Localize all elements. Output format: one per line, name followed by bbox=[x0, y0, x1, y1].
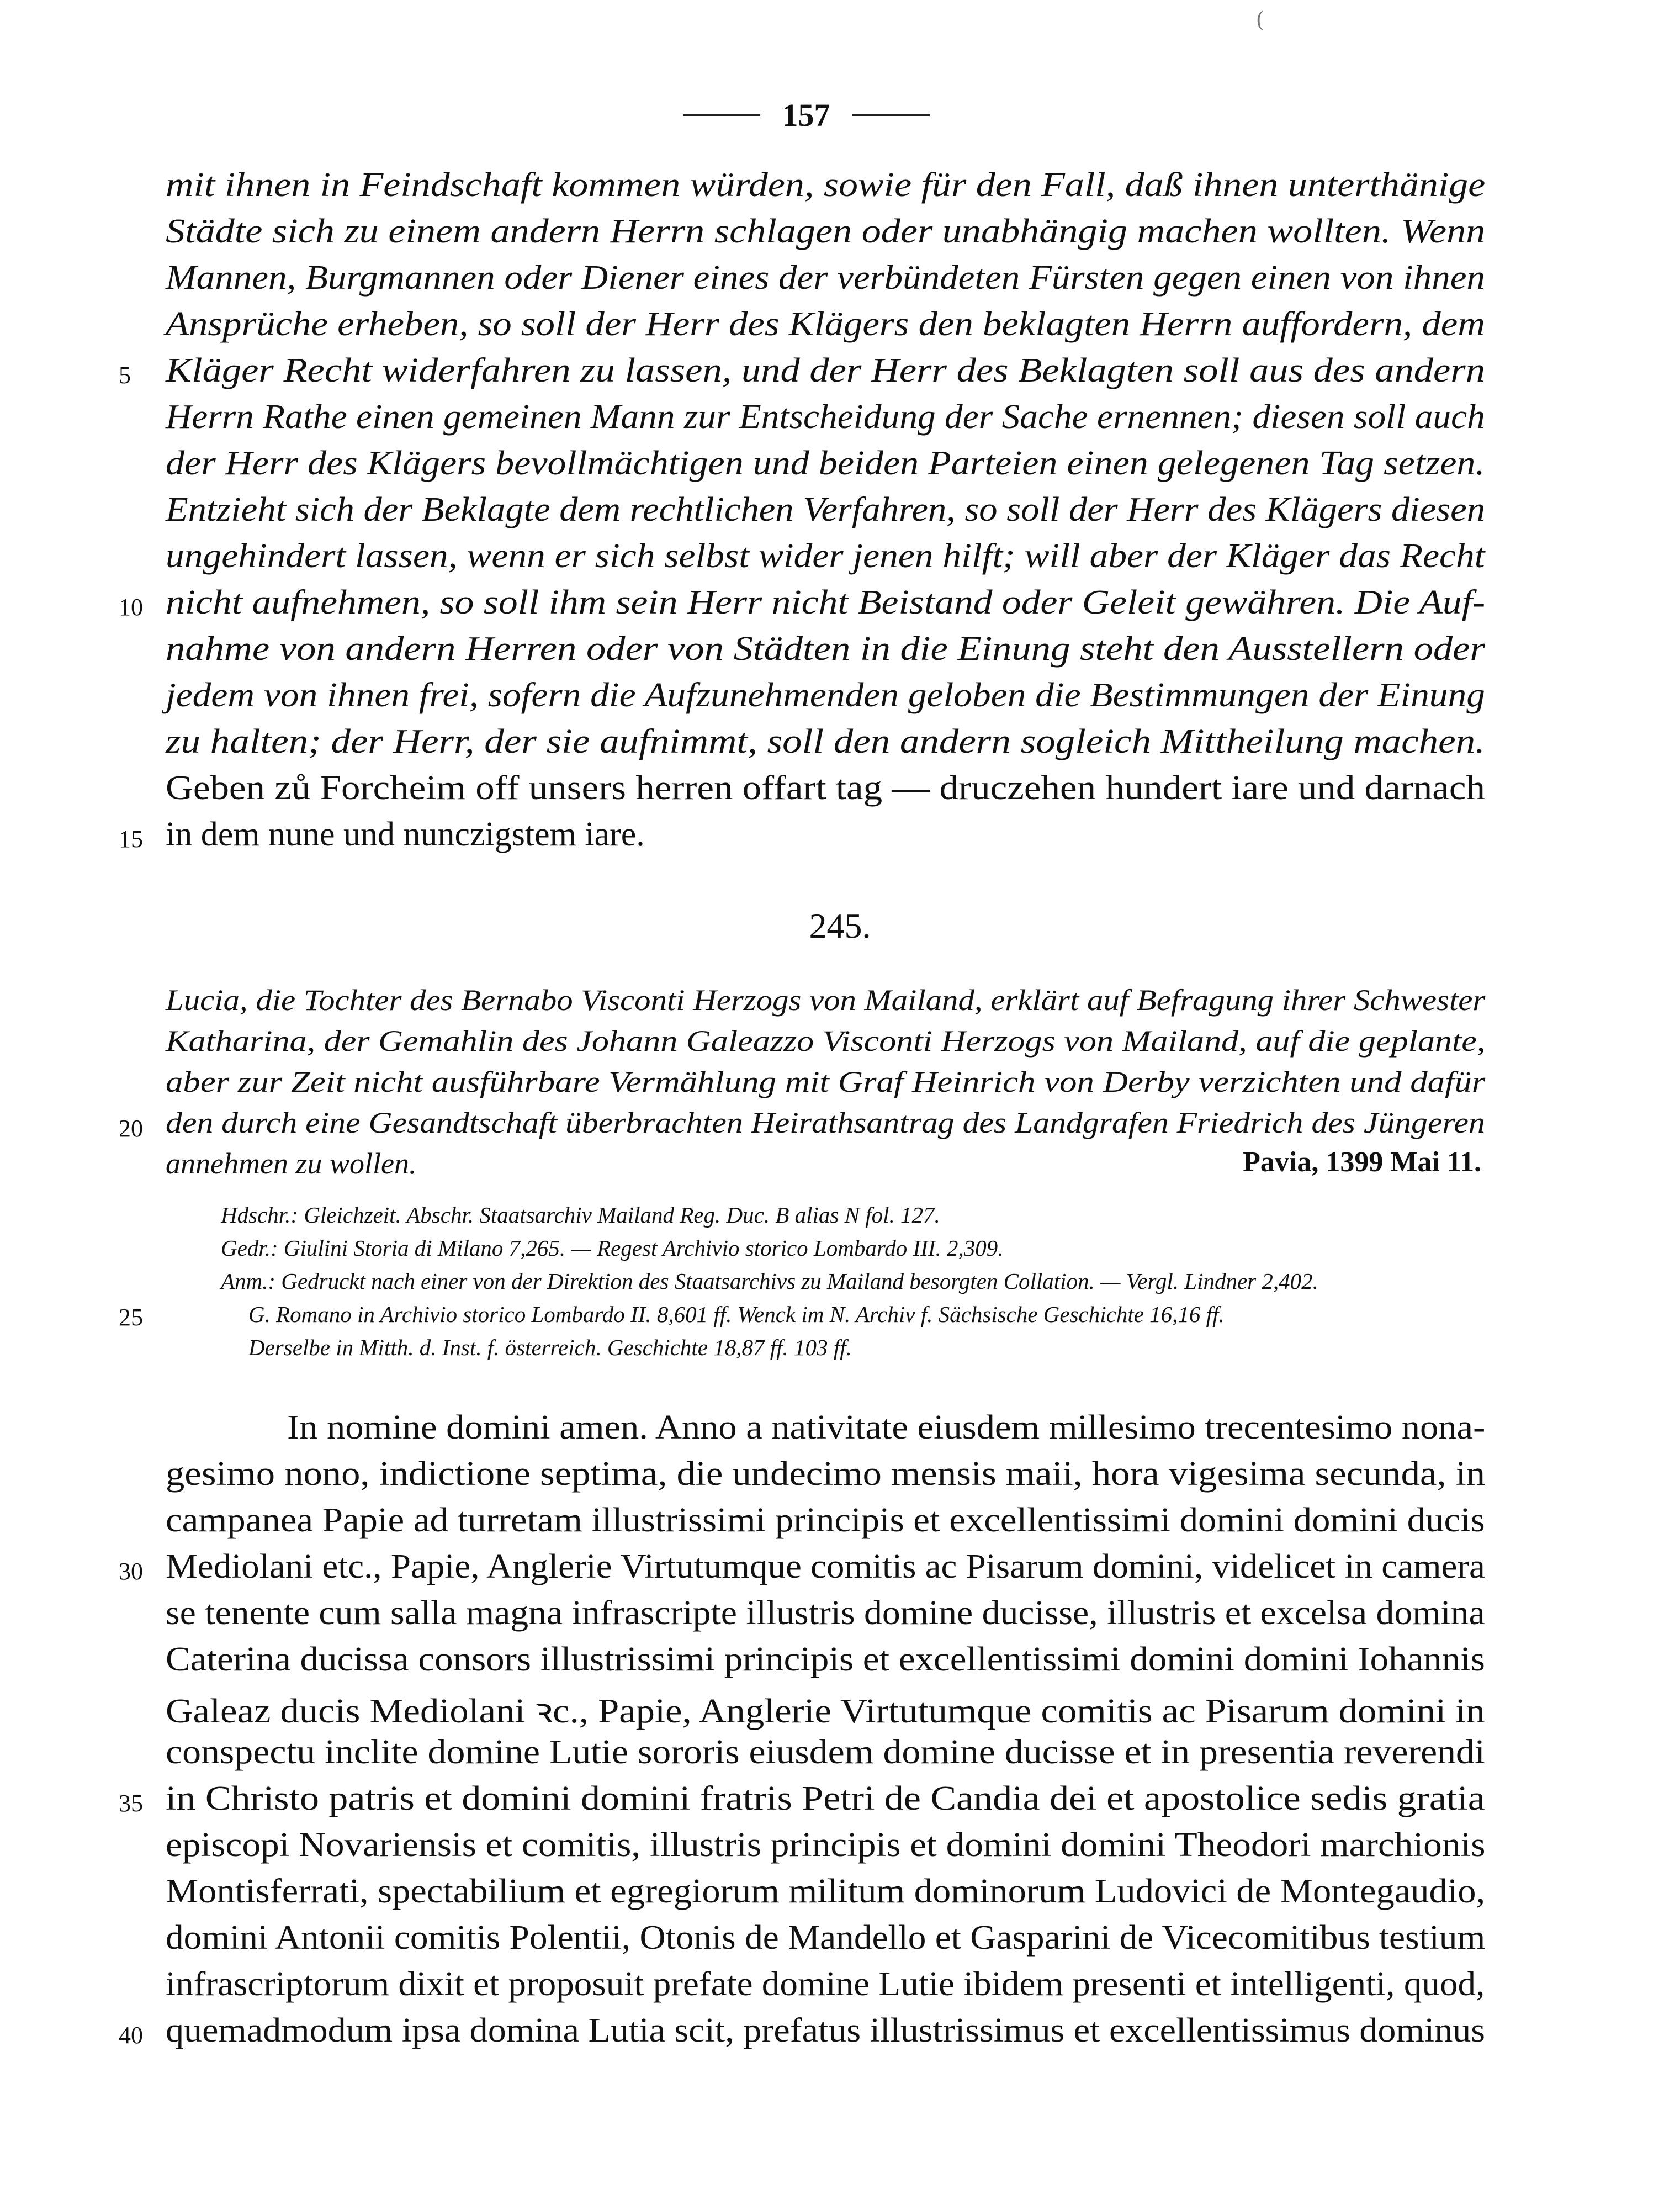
prev-doc-line: Mannen, Burgmannen oder Diener eines der verbündeten Fürsten gegen einen von ihnen bbox=[166, 259, 1485, 297]
line-number: 40 bbox=[119, 2022, 143, 2049]
text-line: Caterina ducissa consors illustrissimi principis et excellentissimi domini domini Iohannis bbox=[166, 1641, 1485, 1678]
source-note: Hdschr.: Gleichzeit. Abschr. Staatsarchiv Mailand Reg. Duc. B alias N fol. 127. bbox=[221, 1202, 940, 1228]
line-number: 10 bbox=[119, 594, 143, 621]
text-line: Mediolani etc., Papie, Anglerie Virtutumque comitis ac Pisarum domini, videlicet in camera bbox=[166, 1548, 1485, 1585]
line-number: 15 bbox=[119, 826, 143, 853]
line-number: 5 bbox=[119, 362, 131, 389]
prev-doc-line: nicht aufnehmen, so soll ihm sein Herr nicht Beistand oder Geleit gewähren. Die Auf- bbox=[166, 584, 1486, 621]
prev-doc-line: Herrn Rathe einen gemeinen Mann zur Entscheidung der Sache ernennen; diesen soll auch bbox=[166, 398, 1485, 436]
prev-doc-line: Entzieht sich der Beklagte dem rechtlichen Verfahren, so soll der Herr des Klägers diesen bbox=[166, 491, 1485, 528]
prev-doc-line: Kläger Recht widerfahren zu lassen, und der Herr des Beklagten soll aus des andern bbox=[166, 352, 1485, 389]
text-line: In nomine domini amen. Anno a nativitate eiusdem millesimo trecentesimo nona- bbox=[287, 1409, 1486, 1446]
text-line: domini Antonii comitis Polentii, Otonis de Mandello et Gasparini de Vicecomitibus testium bbox=[166, 1919, 1486, 1957]
prev-doc-line: jedem von ihnen frei, sofern die Aufzunehmenden geloben die Bestimmungen der Einung bbox=[166, 676, 1485, 714]
page-number: 157 bbox=[782, 97, 830, 133]
line-number: 35 bbox=[119, 1790, 143, 1817]
regest-line: aber zur Zeit nicht ausführbare Vermählung mit Graf Heinrich von Derby verzichten und dafür bbox=[166, 1065, 1486, 1098]
prev-doc-line: Ansprüche erheben, so soll der Herr des Klägers den beklagten Herrn auffordern, dem bbox=[166, 305, 1485, 343]
source-note: Derselbe in Mitth. d. Inst. f. österreich. Geschichte 18,87 ff. 103 ff. bbox=[248, 1335, 852, 1360]
text-line: episcopi Novariensis et comitis, illustris principis et domini domini Theodori marchionis bbox=[166, 1826, 1486, 1864]
text-line: conspectu inclite domine Lutie sororis eiusdem domine ducisse et in presentia reverendi bbox=[166, 1733, 1485, 1771]
line-number: 25 bbox=[119, 1304, 143, 1331]
prev-doc-line: der Herr des Klägers bevollmächtigen und beiden Parteien einen gelegenen Tag setzen. bbox=[166, 445, 1485, 482]
text-line: gesimo nono, indictione septima, die undecimo mensis maii, hora vigesima secunda, in bbox=[166, 1455, 1486, 1493]
line-number: 20 bbox=[119, 1115, 143, 1142]
line-number: 30 bbox=[119, 1558, 143, 1585]
page-header bbox=[635, 93, 977, 137]
text-line: infrascriptorum dixit et proposuit prefate domine Lutie ibidem presenti et intelligenti, quod, bbox=[166, 1965, 1485, 2003]
prev-doc-line: Städte sich zu einem andern Herrn schlagen oder unabhängig machen wollten. Wenn bbox=[166, 213, 1486, 250]
text-line: Galeaz ducis Mediolani ꝛc., Papie, Anglerie Virtutumque comitis ac Pisarum domini in bbox=[166, 1693, 1485, 1730]
source-note: Gedr.: Giulini Storia di Milano 7,265. — Regest Archivio storico Lombardo III. 2,309. bbox=[221, 1235, 1004, 1261]
text-line: Montisferrati, spectabilium et egregiorum militum dominorum Ludovici de Montegaudio, bbox=[166, 1873, 1486, 1910]
prev-doc-closing-line: in dem nune und nunczigstem iare. bbox=[166, 816, 645, 853]
regest-line: Katharina, der Gemahlin des Johann Galeazzo Visconti Herzogs von Mailand, auf die geplante, bbox=[166, 1024, 1486, 1058]
text-line: se tenente cum salla magna infrascripte illustris domine ducisse, illustris et excelsa domina bbox=[166, 1594, 1485, 1632]
prev-doc-line: zu halten; der Herr, der sie aufnimmt, soll den andern sogleich Mittheilung machen. bbox=[166, 723, 1485, 760]
prev-doc-closing-line: Geben zů Forcheim off unsers herren offart tag — druczehen hundert iare und darnach bbox=[166, 769, 1485, 807]
corner-mark: ( bbox=[1257, 6, 1264, 31]
document-number: 245. bbox=[809, 906, 871, 945]
text-line: campanea Papie ad turretam illustrissimi principis et excellentissimi domini domini ducis bbox=[166, 1501, 1485, 1539]
prev-doc-line: mit ihnen in Feindschaft kommen würden, sowie für den Fall, daß ihnen unterthänige bbox=[166, 166, 1486, 204]
text-line: in Christo patris et domini domini fratris Petri de Candia dei et apostolice sedis gratia bbox=[166, 1780, 1485, 1817]
source-note: G. Romano in Archivio storico Lombardo II. 8,601 ff. Wenck im N. Archiv f. Sächsische Geschichte 16,16 ff. bbox=[248, 1302, 1225, 1327]
prev-doc-line: nahme von andern Herren oder von Städten in die Einung steht den Ausstellern oder bbox=[166, 630, 1485, 668]
regest-line: den durch eine Gesandtschaft überbrachten Heirathsantrag des Landgrafen Friedrich des Jüngeren bbox=[166, 1106, 1485, 1139]
regest-line: annehmen zu wollen. bbox=[166, 1147, 417, 1180]
place-date: Pavia, 1399 Mai 11. bbox=[1243, 1146, 1481, 1178]
source-note: Anm.: Gedruckt nach einer von der Direktion des Staatsarchivs zu Mailand besorgten Collation. — Vergl. Lindner 2,402. bbox=[221, 1268, 1318, 1294]
prev-doc-line: ungehindert lassen, wenn er sich selbst wider jenen hilft; will aber der Kläger das Recht bbox=[166, 537, 1485, 575]
header-rule-left bbox=[683, 114, 760, 116]
regest-line: Lucia, die Tochter des Bernabo Visconti Herzogs von Mailand, erklärt auf Befragung ihrer Schwester bbox=[166, 984, 1486, 1017]
header-rule-right bbox=[852, 114, 930, 116]
text-line: quemadmodum ipsa domina Lutia scit, prefatus illustrissimus et excellentissimus dominus bbox=[166, 2012, 1486, 2049]
